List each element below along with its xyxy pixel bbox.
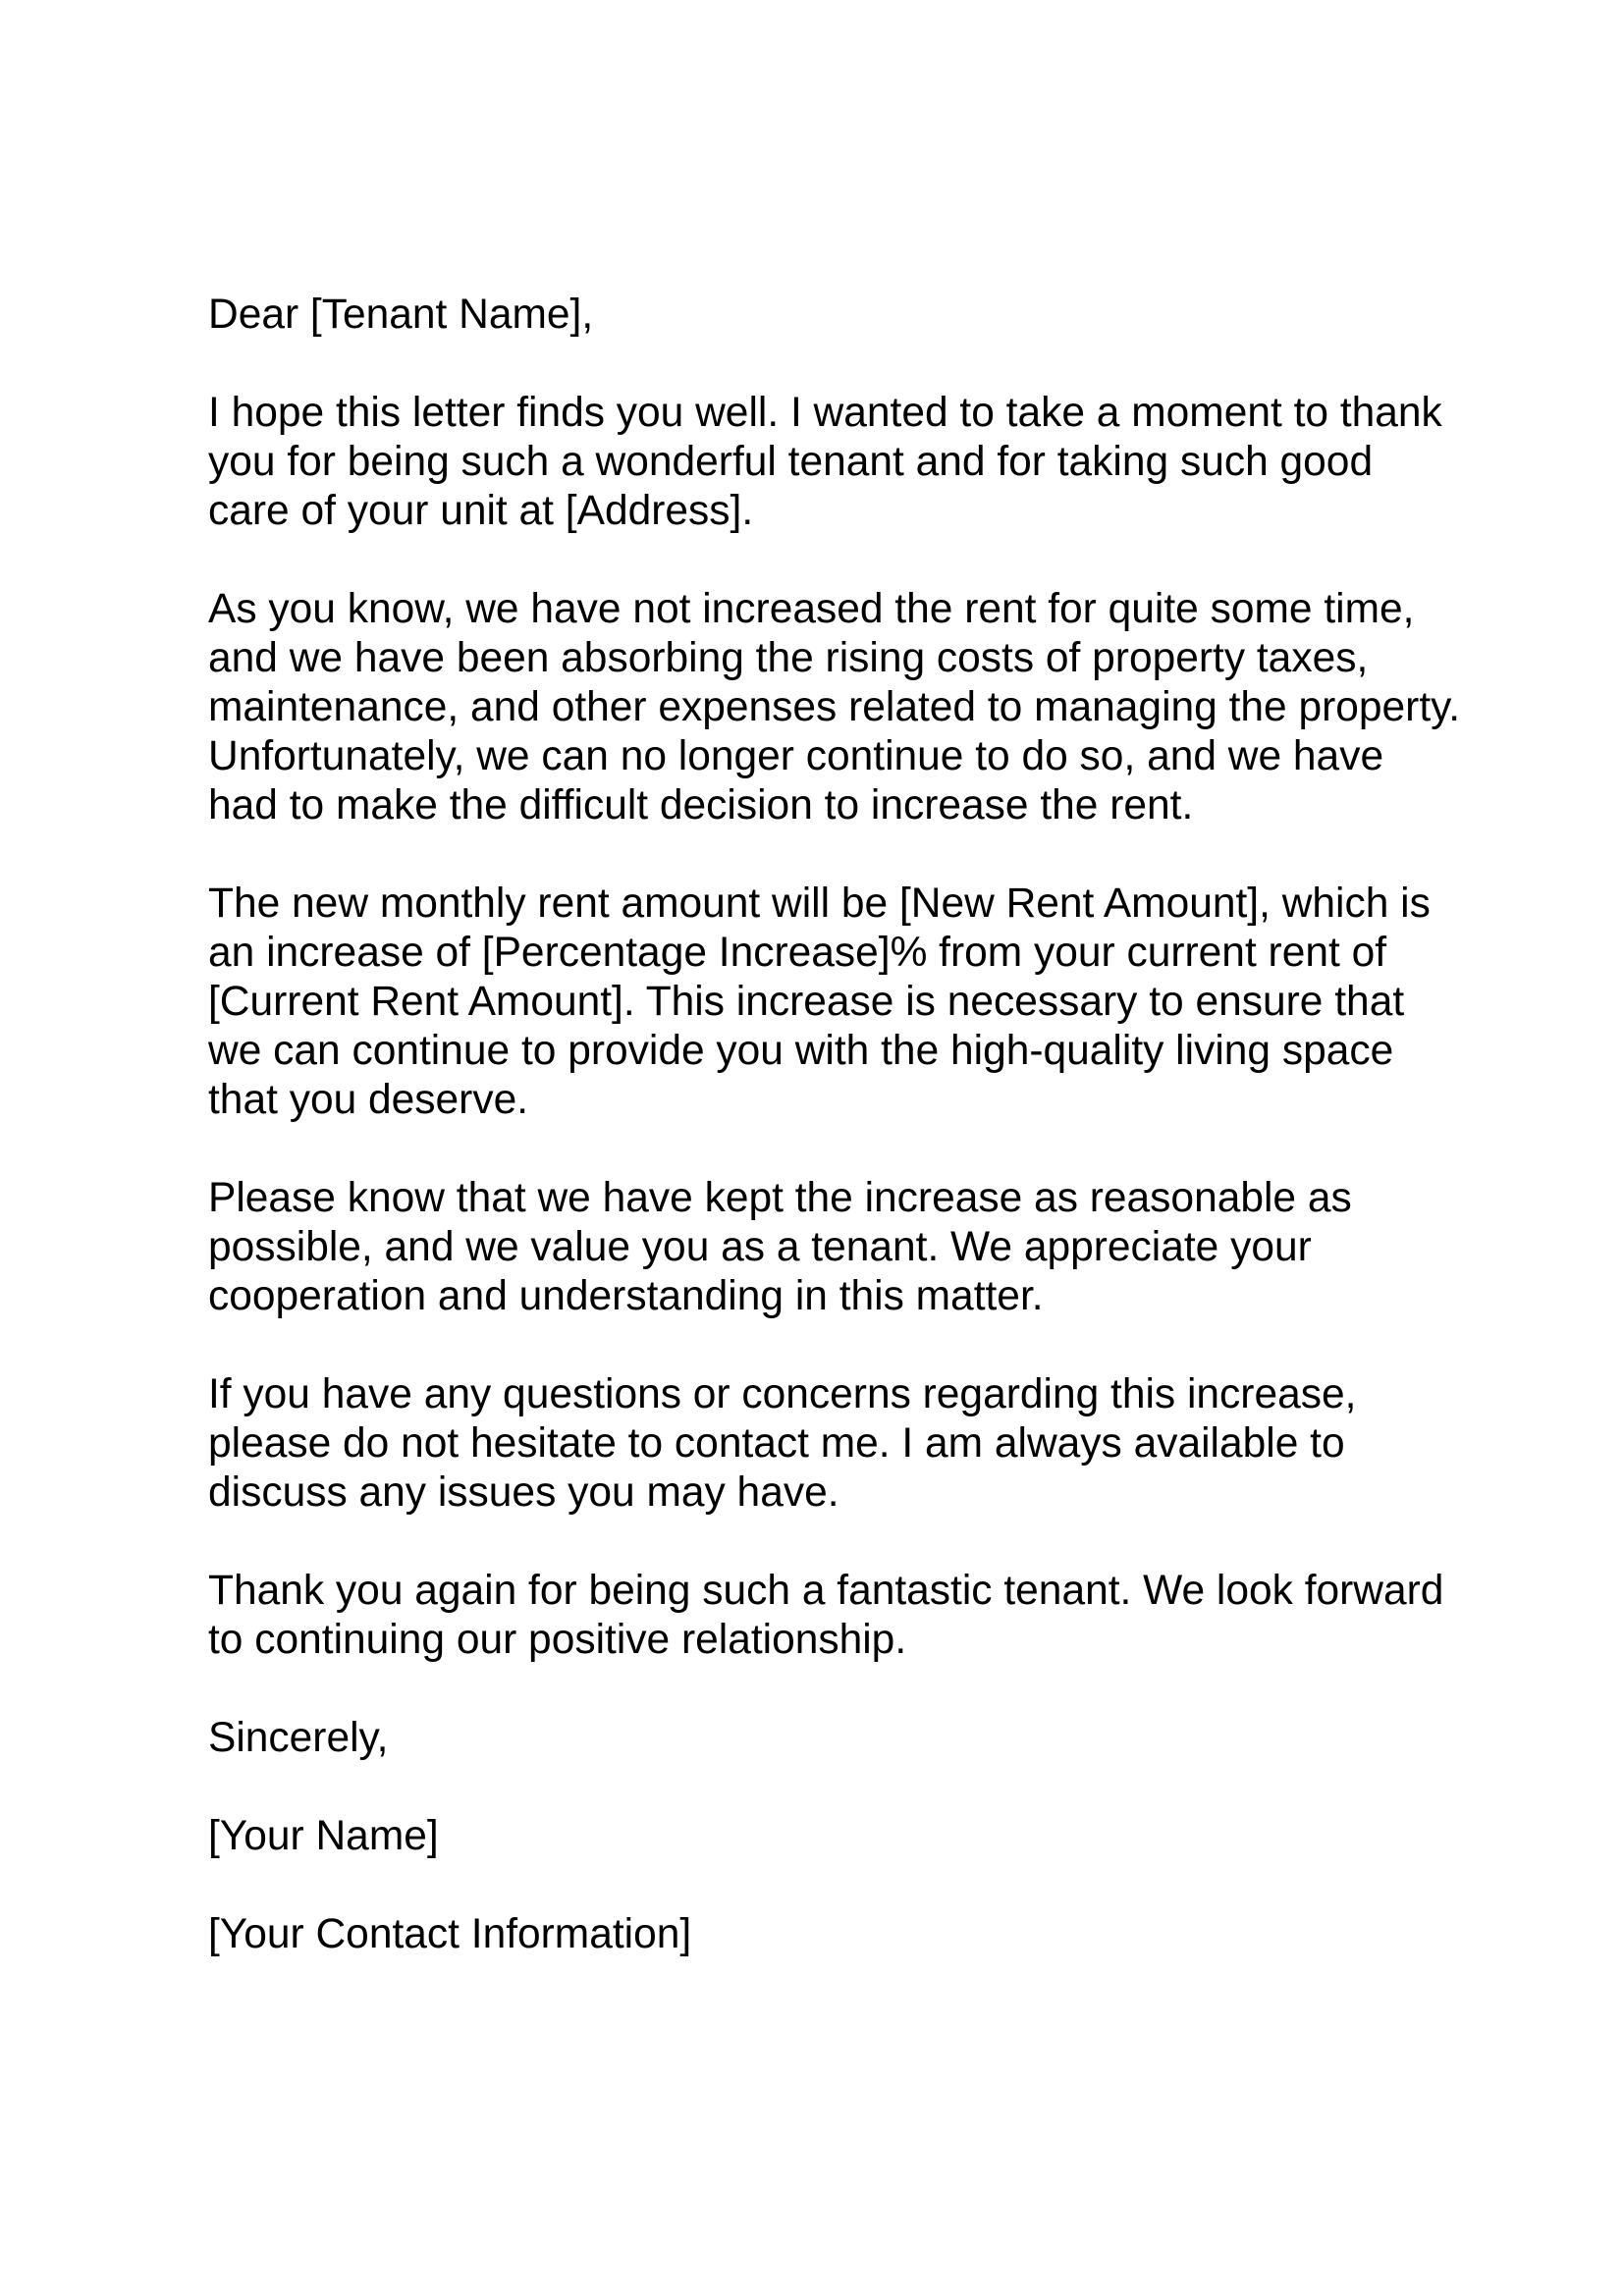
paragraph-line: and we have been absorbing the rising costs of property taxes, [208, 635, 1369, 681]
paragraph-line: an increase of [Percentage Increase]% from your current rent of [208, 930, 1387, 976]
paragraph-line: Please know that we have kept the increase as reasonable as [208, 1175, 1352, 1221]
paragraph-line: possible, and we value you as a tenant. We appreciate your [208, 1224, 1312, 1270]
salutation-text: Dear [Tenant Name], [208, 292, 594, 338]
paragraph-line: discuss any issues you may have. [208, 1469, 839, 1516]
paragraph-line: I hope this letter finds you well. I wanted to take a moment to thank [208, 390, 1442, 436]
paragraph-line: [Current Rent Amount]. This increase is necessary to ensure that [208, 979, 1405, 1025]
paragraph-line: Thank you again for being such a fantastic tenant. We look forward [208, 1568, 1444, 1614]
paragraph-line: that you deserve. [208, 1077, 529, 1123]
paragraph-line: had to make the difficult decision to increase the rent. [208, 782, 1194, 828]
paragraph-line: The new monthly rent amount will be [New Rent Amount], which is [208, 881, 1431, 927]
closing [208, 1714, 1524, 1763]
paragraph-line: please do not hesitate to contact me. I am always available to [208, 1420, 1345, 1467]
paragraph-line: If you have any questions or concerns regarding this increase, [208, 1371, 1357, 1417]
contact-info-text: [Your Contact Information] [208, 1911, 692, 1957]
paragraph-line: we can continue to provide you with the high-quality living space [208, 1028, 1394, 1074]
letter-body [208, 291, 1524, 2008]
paragraph-line: As you know, we have not increased the rent for quite some time, [208, 586, 1415, 632]
paragraph-line: you for being such a wonderful tenant and for taking such good [208, 439, 1374, 485]
paragraph-reasonable [208, 1174, 1524, 1321]
paragraph-intro [208, 389, 1524, 536]
paragraph-line: maintenance, and other expenses related to managing the property. [208, 684, 1461, 730]
paragraph-line: Unfortunately, we can no longer continue to do so, and we have [208, 733, 1384, 779]
paragraph-new-rent [208, 880, 1524, 1125]
paragraph-line: cooperation and understanding in this matter. [208, 1273, 1044, 1319]
paragraph-thanks [208, 1567, 1524, 1665]
paragraph-questions [208, 1370, 1524, 1518]
paragraph-line: care of your unit at [Address]. [208, 488, 754, 534]
salutation [208, 291, 1524, 340]
closing-text: Sincerely, [208, 1715, 389, 1761]
paragraph-background [208, 585, 1524, 830]
signature-name-text: [Your Name] [208, 1813, 439, 1859]
paragraph-line: to continuing our positive relationship. [208, 1617, 907, 1663]
signature-name [208, 1812, 1524, 1861]
contact-info [208, 1910, 1524, 1959]
